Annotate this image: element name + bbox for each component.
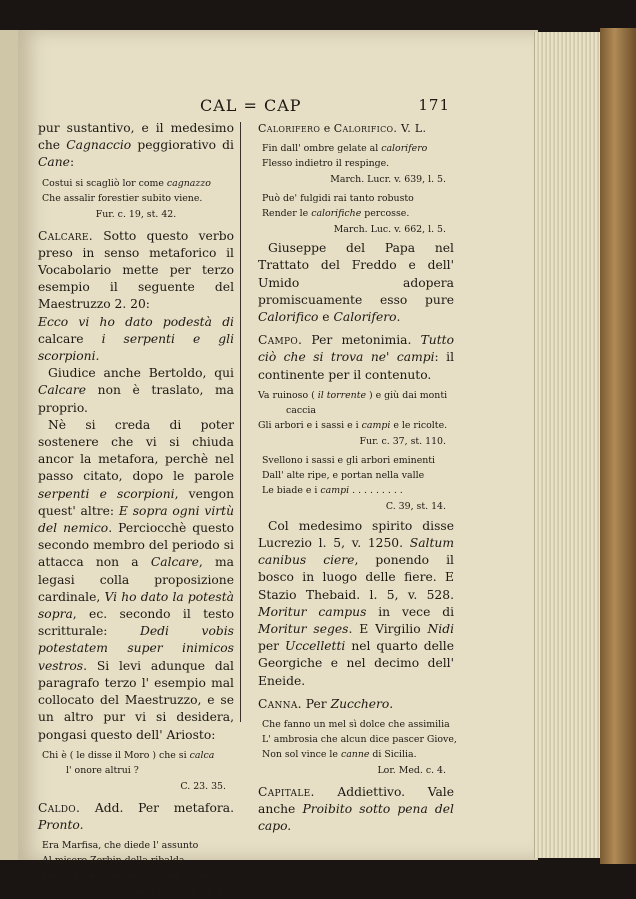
page-block-edge: [534, 32, 605, 858]
verse-quote: Che fanno un mel sì dolce che assimilia L' ambrosia che alcun dice pascer Giove, Non sol vince le canne di Sicilia.: [262, 719, 457, 761]
verse-quote: Va ruinoso ( il torrente ) e giù dai monti caccia Gli arbori e i sassi e i campi e le ricolte.: [258, 389, 448, 431]
paragraph: Giuseppe del Papa nel Trattato del Freddo e dell' Umido adopera promiscuamente esso pure Calorifico e Calorifero.: [258, 241, 454, 325]
paragraph: Col medesimo spirito disse Lucrezio l. 5, v. 1250. Saltum canibus ciere, ponendo il bosco in luogo delle fiere. E Stazio Thebaid. l. 5, v. 528. Moritur campus in vece di Moritur seges. E Virgilio Nidi per Uccelletti nel quarto delle Georgiche e nel decimo dell' Eneide.: [258, 518, 454, 688]
page-number: 171: [418, 96, 450, 114]
example-quote: Ecco vi ho dato podestà di calcare i serpenti e gli scorpioni.: [38, 314, 234, 364]
citation: Fur. c. 37, st. 110.: [359, 435, 446, 447]
citation: Fur. c. 19, st. 42.: [95, 208, 177, 220]
paragraph: Giudice anche Bertoldo, qui Calcare non è traslato, ma proprio.: [38, 366, 234, 415]
citation: C. 23. 35.: [180, 780, 226, 792]
citation: C. 39, st. 14.: [385, 500, 446, 512]
headword: Capitale.: [258, 785, 315, 800]
citation: Ar. Fur. c. 16, st. 8.: [135, 886, 226, 898]
verse-quote: Era Marfisa, che diede l' assunto Al misero Zerbin della ribalda Vecchia Gabrina, ad ogni mal sì calda.: [42, 840, 224, 882]
verse-quote: Chi è ( le disse il Moro ) che si calca l' onore altrui ?: [42, 749, 215, 776]
book-cover: [600, 28, 636, 864]
column-rule: [240, 122, 241, 722]
entry-campo: Campo. Per metonimia. Tutto ciò che si trova ne' campi: il continente per il contenuto.: [258, 333, 455, 382]
verse-quote: Svellono i sassi e gli arbori eminenti Dall' alte ripe, e portan nella valle Le biade e i campi . . . . . . . . .: [262, 454, 436, 496]
citation: March. Lucr. v. 639, l. 5.: [330, 174, 446, 186]
paragraph: Nè si creda di poter sostenere che vi si chiuda ancor la metafora, perchè nel passo citato, dopo le parole serpenti e scorpioni, vengon quest' altre: E sopra ogni virtù del nemico. Perciocchè questo secondo membro del periodo si attacca non a Calcare, ma legasi colla proposizione cardinale, Vi ho dato la potestà sopra, ec. secondo il testo scritturale: Dedi vobis potestatem super inimicos vestros. Si levi adunque dal paragrafo terzo l' esempio mal collocato del Maestruzzo, e se un altro pur vi si desidera, pongasi questo dell' Ariosto:: [38, 417, 234, 742]
right-column: [258, 120, 457, 836]
citation: Lor. Med. c. 4.: [377, 765, 446, 777]
headword: Campo.: [258, 333, 303, 348]
verse-quote: Può de' fulgidi rai tanto robusto Render le calorifiche percosse.: [262, 193, 414, 220]
running-head: CAL = CAP: [200, 96, 302, 115]
verse-quote: Fin dall' ombre gelate al calorifero Flesso indietro il respinge.: [262, 143, 428, 170]
entry-calcare: Calcare. Sotto questo verbo preso in senso metaforico il Vocabolario mette per terzo esempio il seguente del Maestruzzo 2. 20:: [38, 228, 234, 312]
left-column: [38, 120, 234, 899]
headword: Calcare.: [38, 228, 93, 243]
entry-cane-continuation: pur sustantivo, e il medesimo che Cagnaccio peggiorativo di Cane:: [38, 121, 234, 170]
citation: March. Luc. v. 662, l. 5.: [333, 224, 446, 236]
verse-quote: Costui si scagliò lor come cagnazzo Che assalir forestier subito viene.: [42, 177, 211, 204]
headword: Canna.: [258, 696, 302, 711]
page-header: [200, 96, 450, 115]
entry-calorifero: Calorifero e Calorifico. V. L.: [258, 122, 427, 135]
entry-capitale: Capitale. Addiettivo. Vale anche Proibito sotto pena del capo.: [258, 785, 454, 834]
entry-caldo: Caldo. Add. Per metafora. Pronto.: [38, 800, 234, 832]
entry-canna: Canna. Per Zucchero.: [258, 696, 394, 711]
headword: Caldo.: [38, 800, 81, 815]
